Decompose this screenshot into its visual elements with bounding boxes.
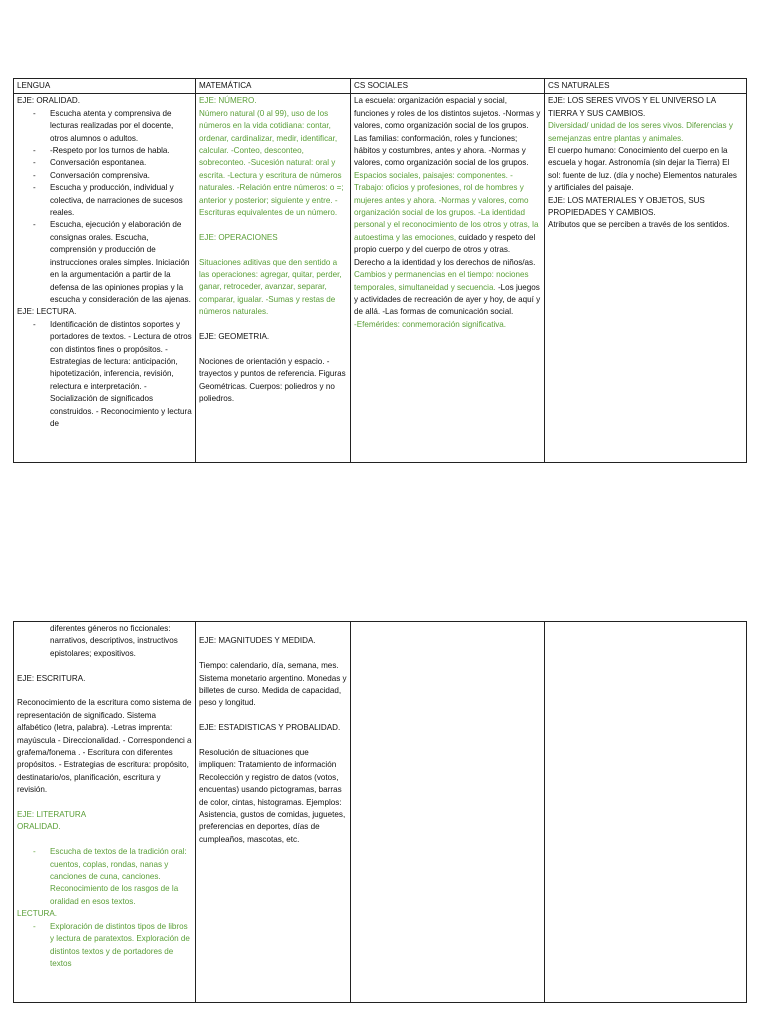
curriculum-table-top <box>13 78 747 463</box>
header-matematica: MATEMÁTICA <box>196 79 351 94</box>
sociales-paragraph-1-end: cuidado y respeto del propio cuerpo y del cuerpo de otros y otras. Derecho a la identidad y los derechos de niños/as. <box>354 232 536 267</box>
list-item: - Conversación comprensiva. <box>50 170 192 182</box>
cs-sociales-cell-empty <box>351 622 545 1003</box>
sociales-paragraph-3: -Efemérides: conmemoración significativa. <box>354 319 507 329</box>
content-row <box>14 622 747 1003</box>
naturales-text-2: Atributos que se perciben a través de los sentidos. <box>548 220 730 230</box>
oralidad-list <box>17 108 192 307</box>
content-row <box>14 94 747 463</box>
naturales-green-text: Diversidad/ unidad de los seres vivos. Diferencias y semejanzas entre plantas y animales. <box>548 121 733 143</box>
matematica-cell <box>196 94 351 463</box>
header-cs-naturales: CS NATURALES <box>545 79 747 94</box>
cs-sociales-cell <box>351 94 545 463</box>
header-cs-sociales: CS SOCIALES <box>351 79 545 94</box>
lectura-subheading: LECTURA. <box>17 909 58 919</box>
sociales-paragraph-2-green: Cambios y permanencias en el tiempo: nociones temporales, simultaneidad y secuencia. <box>354 270 529 292</box>
list-item: - Escucha de textos de la tradición oral: cuentos, coplas, rondas, nanas y canciones de cuna, canciones. Reconocimiento de los rasgos de la oralidad en esos textos. <box>50 846 192 908</box>
list-item: - Escucha y producción, individual y colectiva, de narraciones de sucesos reales. <box>50 182 192 219</box>
geometria-text: Nociones de orientación y espacio. - trayectos y puntos de referencia. Figuras Geométricas. Cuerpos: poliedros y no poliedros. <box>199 356 346 404</box>
list-item: - -Respeto por los turnos de habla. <box>50 145 192 157</box>
magnitudes-text: Tiempo: calendario, día, semana, mes. Sistema monetario argentino. Monedas y billetes de curso. Medida de capacidad, peso y longitud. <box>199 661 347 708</box>
matematica-cell <box>196 622 351 1003</box>
eje-magnitudes-heading: EJE: MAGNITUDES Y MEDIDA. <box>199 636 316 646</box>
eje-numero-heading: EJE: NÚMERO. <box>199 96 257 106</box>
numero-text: Número natural (0 al 99), uso de los números en la vida cotidiana: contar, ordenar, cardinalizar, medir, identificar, calcular. -Conteo, desconteo, sobreconteo. -Sucesión natural: oral y escrita. -Lectura y escritura de números naturales. -Relación entre números: o =; anterior y posterior; siguiente y entre. - Escrituras equivalentes de un número. <box>199 108 344 218</box>
eje-geometria-heading: EJE: GEOMETRIA. <box>199 332 270 342</box>
eje-literatura-heading: EJE: LITERATURA <box>17 810 87 820</box>
curriculum-table-bottom <box>13 621 747 1003</box>
sociales-paragraph-2-end: -Los juegos y actividades de recreación de ayer y hoy, de aquí y de allá. -Las formas de comunicación social. <box>354 282 541 317</box>
eje-oralidad-heading: EJE: ORALIDAD. <box>17 96 80 106</box>
list-item: - Exploración de distintos tipos de libros y lectura de paratextos. Exploración de distintos textos y de portadores de textos <box>50 921 192 971</box>
sociales-paragraph-1-green: Espacios sociales, paisajes: componentes. -Trabajo: oficios y profesiones, rol de hombres y mujeres antes y ahora. -Normas y valores, como organización social de los grupos. -La identidad personal y el reconocimiento de los otros y otras, la autoestima y las emociones, <box>354 170 539 242</box>
operaciones-text: Situaciones aditivas que den sentido a las operaciones: agregar, quitar, perder, ganar, retroceder, avanzar, separar, comparar, igualar. -Sumas y restas de números naturales. <box>199 257 342 317</box>
eje-materiales-heading: EJE: LOS MATERIALES Y OBJETOS, SUS PROPIEDADES Y CAMBIOS. <box>548 195 705 218</box>
lengua-continuation: diferentes géneros no ficcionales: narrativos, descriptivos, instructivos epistolares; expositivos. <box>50 624 178 658</box>
eje-seres-vivos-heading: EJE: LOS SERES VIVOS Y EL UNIVERSO LA TIERRA Y SUS CAMBIOS. <box>548 96 716 118</box>
sociales-paragraph-1: La escuela: organización espacial y social, funciones y roles de los distintos sujetos. -Normas y valores, como organización social de los grupos. Las familias: conformación, roles y funciones; hábitos y costumbres, antes y ahora. -Normas y valores, como organización social de los grupos. <box>354 96 541 168</box>
naturales-text-1: El cuerpo humano: Conocimiento del cuerpo en la escuela y hogar. Astronomía (sin dejar la Tierra) El sol: fuente de luz. (día y noche) Elementos naturales y artificiales del paisaje. <box>548 146 737 193</box>
lectura-list <box>17 921 192 971</box>
list-item: - Escucha, ejecución y elaboración de consignas orales. Escucha, comprensión y producción de instrucciones orales simples. Iniciación en la argumentación a partir de la defensa de las opiniones propias y la escucha y consideración de las ajenas. <box>50 219 192 306</box>
lengua-cell <box>14 622 196 1003</box>
cs-naturales-cell-empty <box>545 622 747 1003</box>
eje-operaciones-heading: EJE: OPERACIONES <box>199 232 278 242</box>
list-item: - Identificación de distintos soportes y portadores de textos. - Lectura de otros con distintos fines o propósitos. -Estrategias de lectura: anticipación, hipotetización, inferencia, revisión, relectura e interpretación. - Socialización de significados construidos. - Reconocimiento y lectura de <box>50 319 192 431</box>
estadisticas-text: Resolución de situaciones que impliquen: Tratamiento de información Recolección y registro de datos (votos, encuentas) usando pictogramas, barras de color, cintas, histogramas. Ejemplos: Asistencia, gustos de comidas, juguetes, preferencias en deportes, días de cumpleaños, mascotas, etc. <box>199 748 346 844</box>
eje-lectura-heading: EJE: LECTURA. <box>17 307 77 317</box>
list-item: - Escucha atenta y comprensiva de lecturas realizadas por el docente, otros alumnos o adultos. <box>50 108 192 145</box>
lengua-cell <box>14 94 196 463</box>
eje-escritura-heading: EJE: ESCRITURA. <box>17 673 86 683</box>
oralidad-subheading: ORALIDAD. <box>17 822 61 832</box>
list-item: - Conversación espontanea. <box>50 157 192 169</box>
eje-estadisticas-heading: EJE: ESTADISTICAS Y PROBALIDAD. <box>199 723 341 733</box>
escritura-text: Reconocimiento de la escritura como sistema de representación de significado. Sistema alfabético (letra, palabra). -Letras imprenta: mayúscula - Direccionalidad. - Correspondenci a grafema/fonema . - Escritura con diferentes propósitos. - Estrategias de escritura: propósito, destinatario/os, planificación, escritura y revisión. <box>17 698 192 795</box>
lectura-list <box>17 319 192 431</box>
cs-naturales-cell <box>545 94 747 463</box>
header-row <box>14 79 747 94</box>
header-lengua: LENGUA <box>14 79 196 94</box>
literatura-list <box>17 846 192 908</box>
